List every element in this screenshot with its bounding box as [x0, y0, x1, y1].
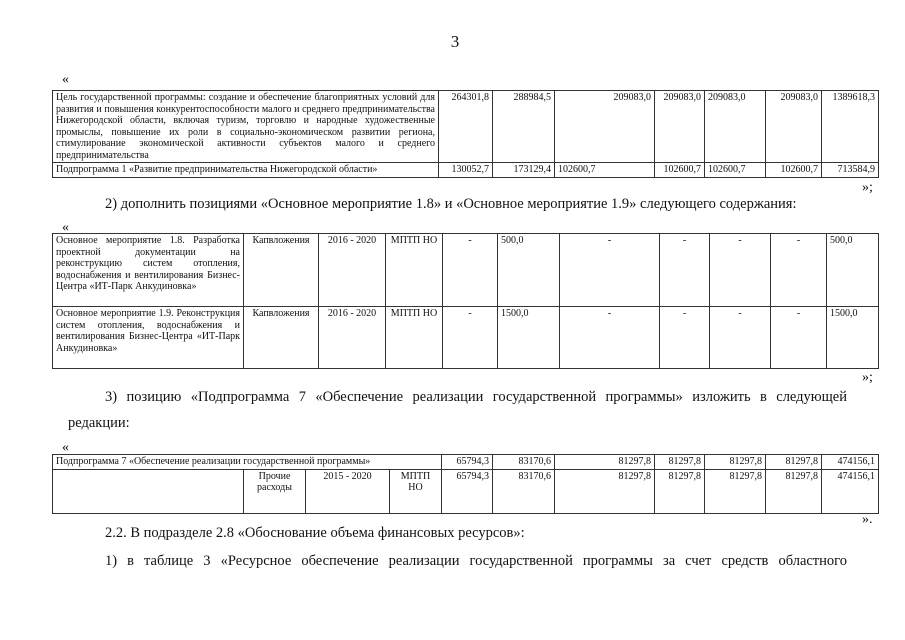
close-quote-2: »;	[862, 370, 873, 385]
activity-label-cell: Основное мероприятие 1.9. Реконструкция систем отопления, водоснабжения и вентилирования Бизнес-Центра «ИТ-Парк Анкудиновка»	[53, 307, 244, 369]
value-cell: 264301,8	[439, 91, 493, 163]
open-quote-1: «	[62, 72, 69, 87]
value-cell: 1500,0	[498, 307, 560, 369]
open-quote-2: «	[62, 220, 69, 235]
table-row	[53, 455, 879, 470]
period-cell: 2015 - 2020	[306, 469, 390, 513]
value-cell: 474156,1	[822, 469, 879, 513]
total-cell: 500,0	[827, 234, 879, 307]
table-row	[53, 469, 879, 513]
value-cell: -	[771, 307, 827, 369]
value-cell: 713584,9	[822, 163, 879, 178]
value-cell: -	[710, 234, 771, 307]
value-cell: 102600,7	[705, 163, 766, 178]
value-cell: 81297,8	[705, 469, 766, 513]
page-number: 3	[450, 32, 460, 51]
value-cell: 81297,8	[766, 455, 822, 470]
paragraph-section-2-2: 2.2. В подразделе 2.8 «Обоснование объема финансовых ресурсов»:	[105, 525, 525, 541]
table-row	[53, 234, 879, 307]
close-quote-3: ».	[862, 512, 873, 527]
value-cell: -	[560, 234, 660, 307]
value-cell: 81297,8	[655, 469, 705, 513]
period-cell: 2016 - 2020	[319, 307, 386, 369]
empty-cell	[53, 469, 244, 513]
value-cell: 173129,4	[493, 163, 555, 178]
paragraph-add-positions: 2) дополнить позициями «Основное мероприятие 1.8» и «Основное мероприятие 1.9» следующего содержания:	[105, 196, 797, 212]
value-cell: -	[660, 307, 710, 369]
value-cell: 81297,8	[655, 455, 705, 470]
value-cell: 81297,8	[555, 469, 655, 513]
value-cell: 81297,8	[555, 455, 655, 470]
executor-cell: МПТП НО	[390, 469, 442, 513]
value-cell: 81297,8	[705, 455, 766, 470]
value-cell: 102600,7	[655, 163, 705, 178]
table-row	[53, 163, 879, 178]
table-goal	[52, 90, 879, 178]
value-cell: 65794,3	[442, 455, 493, 470]
value-cell: 83170,6	[493, 455, 555, 470]
value-cell: 1389618,3	[822, 91, 879, 163]
value-cell: 209083,0	[705, 91, 766, 163]
value-cell: 209083,0	[766, 91, 822, 163]
open-quote-3: «	[62, 440, 69, 455]
type-cell: Капвложения	[244, 307, 319, 369]
value-cell: 65794,3	[442, 469, 493, 513]
value-cell: -	[443, 307, 498, 369]
paragraph-table3: 1) в таблице 3 «Ресурсное обеспечение реализации государственной программы за счет средств областного	[105, 553, 847, 569]
executor-cell: МПТП НО	[386, 234, 443, 307]
close-quote-1: »;	[862, 180, 873, 195]
value-cell: 474156,1	[822, 455, 879, 470]
period-cell: 2016 - 2020	[319, 234, 386, 307]
activity-label-cell: Основное мероприятие 1.8. Разработка проектной документации на реконструкцию систем отопления, водоснабжения и вентилирования Бизнес-Центра «ИТ-Парк Анкудиновка»	[53, 234, 244, 307]
value-cell: -	[560, 307, 660, 369]
value-cell: 81297,8	[766, 469, 822, 513]
table-subprogram7	[52, 454, 879, 514]
paragraph-subprogram7-cont: редакции:	[68, 415, 130, 431]
value-cell: 500,0	[498, 234, 560, 307]
paragraph-subprogram7: 3) позицию «Подпрограмма 7 «Обеспечение реализации государственной программы» изложить в следующей	[105, 389, 847, 405]
goal-label-cell: Цель государственной программы: создание и обеспечение благоприятных условий для развития и повышения конкурентоспособности малого и среднего предпринимательства Нижегородской области, включая туризм, торговлю и народные художественные промыслы, повышение их роли в социально-экономическом развитии региона, стимулирование экономической активности субъектов малого и среднего предпринимательства	[53, 91, 439, 163]
type-cell: Прочие расходы	[244, 469, 306, 513]
value-cell: -	[771, 234, 827, 307]
value-cell: -	[710, 307, 771, 369]
type-cell: Капвложения	[244, 234, 319, 307]
value-cell: 102600,7	[555, 163, 655, 178]
value-cell: 130052,7	[439, 163, 493, 178]
value-cell: 209083,0	[655, 91, 705, 163]
value-cell: 83170,6	[493, 469, 555, 513]
value-cell: -	[660, 234, 710, 307]
value-cell: 288984,5	[493, 91, 555, 163]
value-cell: 209083,0	[555, 91, 655, 163]
table-row	[53, 91, 879, 163]
value-cell: -	[443, 234, 498, 307]
table-row	[53, 307, 879, 369]
subprogram7-label-cell: Подпрограмма 7 «Обеспечение реализации государственной программы»	[53, 455, 442, 470]
total-cell: 1500,0	[827, 307, 879, 369]
table-activities	[52, 233, 879, 369]
value-cell: 102600,7	[766, 163, 822, 178]
executor-cell: МПТП НО	[386, 307, 443, 369]
subprogram1-label-cell: Подпрограмма 1 «Развитие предпринимательства Нижегородской области»	[53, 163, 439, 178]
